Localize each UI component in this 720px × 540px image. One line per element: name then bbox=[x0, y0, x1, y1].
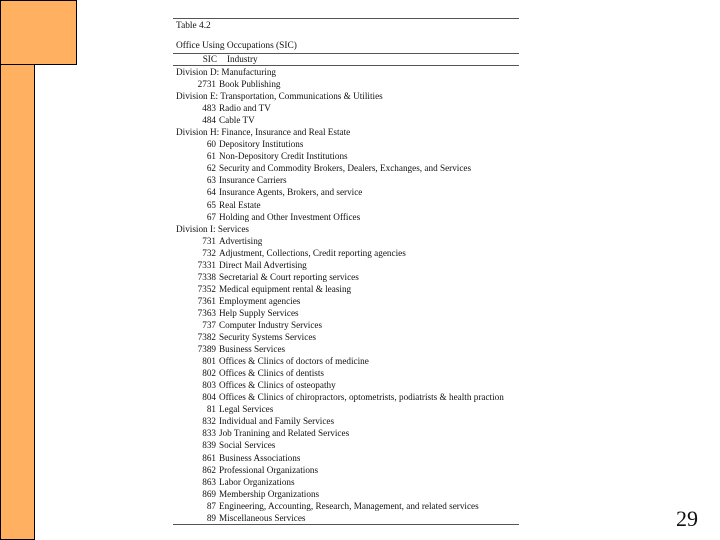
division-label: Division D: Manufacturing bbox=[176, 67, 277, 77]
sic-code: 732 bbox=[202, 247, 216, 258]
sic-code: 833 bbox=[202, 428, 216, 439]
sic-code: 731 bbox=[202, 235, 216, 246]
table-subtitle: Office Using Occupations (SIC) bbox=[173, 40, 519, 54]
table-row bbox=[173, 271, 519, 283]
table-row bbox=[173, 211, 519, 223]
industry-name: Non-Depository Credit Institutions bbox=[219, 151, 348, 162]
table-row bbox=[173, 247, 519, 259]
decorative-block-top bbox=[0, 0, 77, 65]
decorative-bar-left bbox=[0, 65, 35, 540]
table-row bbox=[173, 138, 519, 150]
industry-name: Cable TV bbox=[219, 115, 255, 126]
table-header bbox=[173, 54, 519, 66]
industry-name: Insurance Carriers bbox=[219, 175, 287, 186]
sic-code: 804 bbox=[202, 392, 216, 403]
industry-name: Medical equipment rental & leasing bbox=[219, 283, 352, 294]
sic-code: 839 bbox=[202, 440, 216, 451]
table-row bbox=[173, 367, 519, 379]
industry-name: Depository Institutions bbox=[219, 139, 304, 150]
sic-code: 7338 bbox=[197, 271, 216, 282]
division-row bbox=[173, 223, 519, 235]
table-title: Table 4.2 bbox=[176, 21, 211, 31]
industry-name: Individual and Family Services bbox=[219, 416, 335, 427]
industry-name: Employment agencies bbox=[219, 295, 301, 306]
sic-code: 483 bbox=[202, 103, 216, 114]
sic-code: 65 bbox=[206, 199, 216, 210]
industry-name: Offices & Clinics of osteopathy bbox=[219, 380, 336, 391]
division-label: Division I: Services bbox=[176, 223, 249, 234]
industry-name: Offices & Clinics of chiropractors, optometrists, podiatrists & health praction bbox=[219, 392, 504, 403]
occupations-table bbox=[173, 18, 519, 525]
table-row bbox=[173, 512, 519, 524]
sic-code: 861 bbox=[202, 452, 216, 463]
header-sic: SIC bbox=[202, 54, 217, 64]
sic-code: 863 bbox=[202, 476, 216, 487]
table-row bbox=[173, 452, 519, 464]
sic-code: 63 bbox=[206, 175, 216, 186]
sic-code: 832 bbox=[202, 416, 216, 427]
table-row bbox=[173, 78, 519, 90]
division-row bbox=[173, 90, 519, 102]
industry-name: Advertising bbox=[219, 235, 263, 246]
header-industry: Industry bbox=[227, 54, 258, 64]
sic-code: 81 bbox=[206, 404, 216, 415]
sic-code: 67 bbox=[206, 211, 216, 222]
division-row bbox=[173, 66, 519, 78]
industry-name: Security and Commodity Brokers, Dealers, Exchanges, and Services bbox=[219, 163, 472, 174]
sic-code: 89 bbox=[206, 512, 216, 523]
table-body bbox=[173, 66, 519, 525]
sic-code: 2731 bbox=[197, 79, 216, 90]
table-row bbox=[173, 391, 519, 403]
table-row bbox=[173, 331, 519, 343]
table-row bbox=[173, 186, 519, 198]
industry-name: Social Services bbox=[219, 440, 276, 451]
industry-name: Secretarial & Court reporting services bbox=[219, 271, 359, 282]
table-row bbox=[173, 355, 519, 367]
table-row bbox=[173, 114, 519, 126]
industry-name: Business Services bbox=[219, 344, 286, 355]
table-row bbox=[173, 476, 519, 488]
sic-code: 7361 bbox=[197, 295, 216, 306]
industry-name: Security Systems Services bbox=[219, 332, 316, 343]
sic-code: 7363 bbox=[197, 307, 216, 318]
industry-name: Book Publishing bbox=[219, 79, 281, 90]
sic-code: 62 bbox=[206, 163, 216, 174]
table-row bbox=[173, 259, 519, 271]
page-number: 29 bbox=[676, 506, 698, 531]
sic-code: 869 bbox=[202, 488, 216, 499]
sic-code: 802 bbox=[202, 368, 216, 379]
sic-code: 737 bbox=[202, 319, 216, 330]
sic-code: 801 bbox=[202, 356, 216, 367]
industry-name: Radio and TV bbox=[219, 103, 271, 114]
industry-name: Computer Industry Services bbox=[219, 319, 323, 330]
industry-name: Job Tranining and Related Services bbox=[219, 428, 350, 439]
sic-code: 803 bbox=[202, 380, 216, 391]
industry-name: Professional Organizations bbox=[219, 464, 319, 475]
industry-name: Insurance Agents, Brokers, and service bbox=[219, 187, 363, 198]
industry-name: Membership Organizations bbox=[219, 488, 320, 499]
division-row bbox=[173, 126, 519, 138]
sic-code: 7352 bbox=[197, 283, 216, 294]
table-row bbox=[173, 500, 519, 512]
sic-code: 61 bbox=[206, 151, 216, 162]
sic-code: 862 bbox=[202, 464, 216, 475]
sic-code: 7389 bbox=[197, 344, 216, 355]
table-row bbox=[173, 439, 519, 451]
industry-name: Engineering, Accounting, Research, Management, and related services bbox=[219, 500, 479, 511]
table-row bbox=[173, 343, 519, 355]
table-row bbox=[173, 283, 519, 295]
table-row bbox=[173, 319, 519, 331]
industry-name: Miscellaneous Services bbox=[219, 512, 306, 523]
sic-code: 64 bbox=[206, 187, 216, 198]
table-row bbox=[173, 427, 519, 439]
sic-code: 60 bbox=[206, 139, 216, 150]
industry-name: Offices & Clinics of doctors of medicine bbox=[219, 356, 369, 367]
table-row bbox=[173, 199, 519, 211]
table-row bbox=[173, 174, 519, 186]
division-label: Division E: Transportation, Communications & Utilities bbox=[176, 91, 383, 102]
table-row bbox=[173, 235, 519, 247]
industry-name: Legal Services bbox=[219, 404, 274, 415]
table-row bbox=[173, 295, 519, 307]
sic-code: 87 bbox=[206, 500, 216, 511]
table-row bbox=[173, 379, 519, 391]
sic-code: 484 bbox=[202, 115, 216, 126]
sic-code: 7382 bbox=[197, 332, 216, 343]
industry-name: Holding and Other Investment Offices bbox=[219, 211, 361, 222]
table-row bbox=[173, 102, 519, 114]
division-label: Division H: Finance, Insurance and Real Estate bbox=[176, 127, 351, 138]
table-row bbox=[173, 307, 519, 319]
table-row bbox=[173, 464, 519, 476]
industry-name: Adjustment, Collections, Credit reporting agencies bbox=[219, 247, 406, 258]
table-row bbox=[173, 403, 519, 415]
industry-name: Labor Organizations bbox=[219, 476, 295, 487]
industry-name: Real Estate bbox=[219, 199, 261, 210]
sic-code: 7331 bbox=[197, 259, 216, 270]
industry-name: Direct Mail Advertising bbox=[219, 259, 307, 270]
table-row bbox=[173, 162, 519, 174]
table-row bbox=[173, 150, 519, 162]
table-row bbox=[173, 415, 519, 427]
industry-name: Business Associations bbox=[219, 452, 301, 463]
industry-name: Offices & Clinics of dentists bbox=[219, 368, 324, 379]
industry-name: Help Supply Services bbox=[219, 307, 299, 318]
table-row bbox=[173, 488, 519, 500]
